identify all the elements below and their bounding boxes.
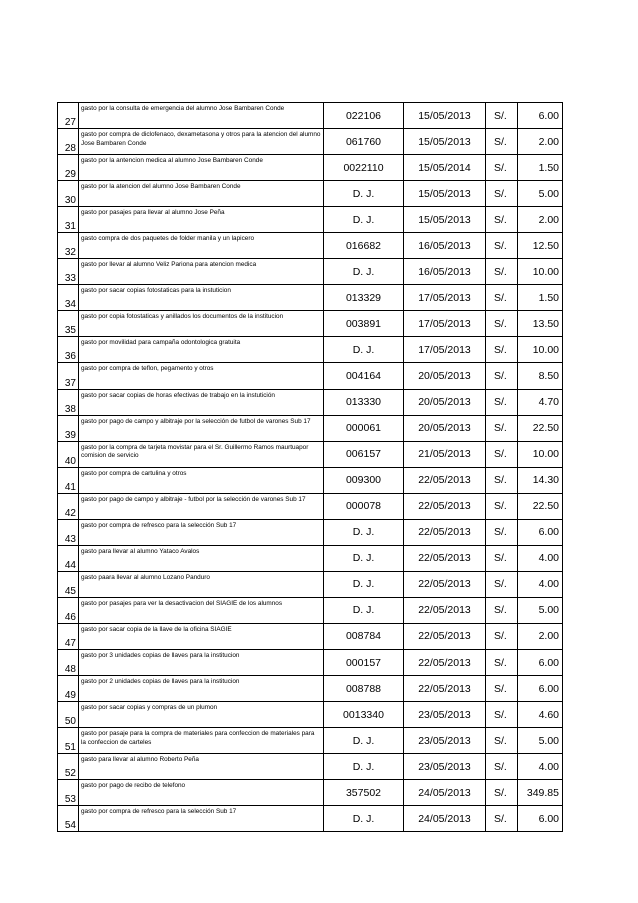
expense-amount: 10.00: [518, 337, 563, 363]
currency-symbol: S/.: [486, 571, 518, 597]
expense-date: 22/05/2013: [404, 623, 486, 649]
document-number: 013330: [324, 389, 404, 415]
table-row: [58, 415, 563, 441]
row-number: 32: [58, 233, 79, 259]
currency-symbol: S/.: [486, 259, 518, 285]
document-number: 0013340: [324, 702, 404, 728]
table-row: [58, 285, 563, 311]
expense-date: 17/05/2013: [404, 285, 486, 311]
expense-description: gasto por la atencion del alumno Jose Bambaren Conde: [79, 181, 324, 207]
currency-symbol: S/.: [486, 155, 518, 181]
currency-symbol: S/.: [486, 780, 518, 806]
table-row: [58, 493, 563, 519]
document-number: D. J.: [324, 806, 404, 832]
expense-date: 22/05/2013: [404, 676, 486, 702]
expense-date: 22/05/2013: [404, 519, 486, 545]
expense-description: gasto por compra de refresco para la selección Sub 17: [79, 806, 324, 832]
expense-sheet: [57, 102, 562, 832]
row-number: 37: [58, 363, 79, 389]
table-row: [58, 467, 563, 493]
table-row: [58, 207, 563, 233]
row-number: 33: [58, 259, 79, 285]
expense-date: 15/05/2014: [404, 155, 486, 181]
currency-symbol: S/.: [486, 467, 518, 493]
expense-description: gasto por la antencion medica al alumno Jose Bambaren Conde: [79, 155, 324, 181]
expense-description: gasto por compra de cartulina y otros: [79, 467, 324, 493]
row-number: 51: [58, 728, 79, 754]
expense-description: gasto por la consulta de emergencia del alumno Jose Bambaren Conde: [79, 103, 324, 129]
currency-symbol: S/.: [486, 493, 518, 519]
expense-description: gasto por llevar al alumno Veliz Pariona para atencion medica: [79, 259, 324, 285]
expense-amount: 2.00: [518, 207, 563, 233]
row-number: 52: [58, 754, 79, 780]
expense-description: gasto por la compra de tarjeta movistar para el Sr. Guillermo Ramos maurtuapor comision de servicio: [79, 441, 324, 467]
table-row: [58, 623, 563, 649]
expense-description: gasto por sacar copias de horas efectivas de trabajo en la instutición: [79, 389, 324, 415]
expense-description: gasto por sacar copia de la llave de la oficina SIAGIE: [79, 623, 324, 649]
row-number: 30: [58, 181, 79, 207]
expense-description: gasto por movilidad para campaña odontologica gratuita: [79, 337, 324, 363]
expense-amount: 6.00: [518, 519, 563, 545]
row-number: 39: [58, 415, 79, 441]
row-number: 53: [58, 780, 79, 806]
table-row: [58, 649, 563, 675]
expense-amount: 6.00: [518, 103, 563, 129]
currency-symbol: S/.: [486, 337, 518, 363]
row-number: 50: [58, 702, 79, 728]
document-number: 0022110: [324, 155, 404, 181]
expense-description: gasto paara llevar al alumno Lozano Panduro: [79, 571, 324, 597]
expense-amount: 14.30: [518, 467, 563, 493]
expense-amount: 22.50: [518, 493, 563, 519]
document-number: 004164: [324, 363, 404, 389]
expense-amount: 4.00: [518, 754, 563, 780]
expense-amount: 6.00: [518, 806, 563, 832]
row-number: 45: [58, 571, 79, 597]
expense-date: 24/05/2013: [404, 780, 486, 806]
document-number: 000157: [324, 649, 404, 675]
document-number: 357502: [324, 780, 404, 806]
currency-symbol: S/.: [486, 676, 518, 702]
currency-symbol: S/.: [486, 728, 518, 754]
table-row: [58, 754, 563, 780]
expense-date: 22/05/2013: [404, 545, 486, 571]
currency-symbol: S/.: [486, 389, 518, 415]
table-row: [58, 676, 563, 702]
table-row: [58, 311, 563, 337]
expense-description: gasto por 3 unidades copias de llaves para la institucion: [79, 649, 324, 675]
currency-symbol: S/.: [486, 702, 518, 728]
expense-amount: 6.00: [518, 649, 563, 675]
currency-symbol: S/.: [486, 649, 518, 675]
currency-symbol: S/.: [486, 181, 518, 207]
row-number: 46: [58, 597, 79, 623]
expense-amount: 6.00: [518, 676, 563, 702]
row-number: 43: [58, 519, 79, 545]
table-row: [58, 519, 563, 545]
expense-date: 22/05/2013: [404, 571, 486, 597]
expense-amount: 5.00: [518, 181, 563, 207]
currency-symbol: S/.: [486, 597, 518, 623]
row-number: 47: [58, 623, 79, 649]
document-number: D. J.: [324, 728, 404, 754]
expense-amount: 4.60: [518, 702, 563, 728]
expense-date: 15/05/2013: [404, 207, 486, 233]
document-number: D. J.: [324, 597, 404, 623]
document-number: 061760: [324, 129, 404, 155]
expense-amount: 10.00: [518, 259, 563, 285]
expense-date: 23/05/2013: [404, 728, 486, 754]
document-number: 008784: [324, 623, 404, 649]
currency-symbol: S/.: [486, 545, 518, 571]
row-number: 54: [58, 806, 79, 832]
document-number: D. J.: [324, 754, 404, 780]
currency-symbol: S/.: [486, 103, 518, 129]
expense-amount: 5.00: [518, 728, 563, 754]
row-number: 27: [58, 103, 79, 129]
expense-description: gasto compra de dos paquetes de folder manila y un lapicero: [79, 233, 324, 259]
row-number: 34: [58, 285, 79, 311]
table-row: [58, 363, 563, 389]
row-number: 31: [58, 207, 79, 233]
table-row: [58, 129, 563, 155]
currency-symbol: S/.: [486, 129, 518, 155]
expense-description: gasto por pago de recibo de telefono: [79, 780, 324, 806]
expense-date: 22/05/2013: [404, 493, 486, 519]
currency-symbol: S/.: [486, 519, 518, 545]
expense-description: gasto por sacar copias fotostaticas para la instuticion: [79, 285, 324, 311]
document-number: D. J.: [324, 545, 404, 571]
table-row: [58, 441, 563, 467]
row-number: 38: [58, 389, 79, 415]
expense-description: gasto por compra de diclofenaco, dexametasona y otros para la atencion del alumno Jose Bambaren Conde: [79, 129, 324, 155]
expense-date: 21/05/2013: [404, 441, 486, 467]
expense-date: 22/05/2013: [404, 597, 486, 623]
document-number: D. J.: [324, 181, 404, 207]
expense-date: 20/05/2013: [404, 415, 486, 441]
expense-amount: 2.00: [518, 623, 563, 649]
table-row: [58, 728, 563, 754]
currency-symbol: S/.: [486, 441, 518, 467]
expense-date: 16/05/2013: [404, 233, 486, 259]
expense-description: gasto por pasajes para llevar al alumno Jose Peña: [79, 207, 324, 233]
expense-date: 20/05/2013: [404, 363, 486, 389]
table-row: [58, 597, 563, 623]
row-number: 29: [58, 155, 79, 181]
expense-description: gasto por pago de campo y albitraje por la selección de futbol de varones Sub 17: [79, 415, 324, 441]
table-row: [58, 337, 563, 363]
document-number: 000078: [324, 493, 404, 519]
expense-date: 15/05/2013: [404, 129, 486, 155]
expense-date: 15/05/2013: [404, 103, 486, 129]
expense-date: 20/05/2013: [404, 389, 486, 415]
expense-amount: 13.50: [518, 311, 563, 337]
currency-symbol: S/.: [486, 363, 518, 389]
row-number: 35: [58, 311, 79, 337]
row-number: 28: [58, 129, 79, 155]
row-number: 42: [58, 493, 79, 519]
currency-symbol: S/.: [486, 207, 518, 233]
expense-description: gasto para llevar al alumno Yataco Avalos: [79, 545, 324, 571]
expense-date: 23/05/2013: [404, 702, 486, 728]
expense-description: gasto por pago de campo y albitraje - futbol por la selección de varones Sub 17: [79, 493, 324, 519]
table-row: [58, 389, 563, 415]
expense-description: gasto por 2 unidades copias de llaves para la institucion: [79, 676, 324, 702]
document-number: 013329: [324, 285, 404, 311]
document-number: 006157: [324, 441, 404, 467]
row-number: 44: [58, 545, 79, 571]
table-row: [58, 181, 563, 207]
table-row: [58, 702, 563, 728]
currency-symbol: S/.: [486, 754, 518, 780]
expense-date: 15/05/2013: [404, 181, 486, 207]
expense-amount: 1.50: [518, 285, 563, 311]
expense-date: 23/05/2013: [404, 754, 486, 780]
document-number: 022106: [324, 103, 404, 129]
currency-symbol: S/.: [486, 285, 518, 311]
table-row: [58, 155, 563, 181]
expense-table-body: [58, 103, 563, 832]
document-number: 003891: [324, 311, 404, 337]
row-number: 40: [58, 441, 79, 467]
document-number: D. J.: [324, 519, 404, 545]
document-number: 008788: [324, 676, 404, 702]
expense-amount: 22.50: [518, 415, 563, 441]
currency-symbol: S/.: [486, 415, 518, 441]
document-number: 000061: [324, 415, 404, 441]
table-row: [58, 233, 563, 259]
expense-amount: 4.70: [518, 389, 563, 415]
table-row: [58, 103, 563, 129]
expense-amount: 2.00: [518, 129, 563, 155]
document-number: D. J.: [324, 207, 404, 233]
expense-date: 22/05/2013: [404, 649, 486, 675]
expense-description: gasto por copia fotostaticas y anillados los documentos de la institucion: [79, 311, 324, 337]
expense-table: [57, 102, 563, 832]
expense-amount: 349.85: [518, 780, 563, 806]
expense-date: 24/05/2013: [404, 806, 486, 832]
table-row: [58, 545, 563, 571]
expense-amount: 5.00: [518, 597, 563, 623]
expense-description: gasto por compra de teflon, pegamento y otros: [79, 363, 324, 389]
table-row: [58, 780, 563, 806]
expense-amount: 4.00: [518, 571, 563, 597]
expense-amount: 12.50: [518, 233, 563, 259]
currency-symbol: S/.: [486, 311, 518, 337]
currency-symbol: S/.: [486, 623, 518, 649]
table-row: [58, 571, 563, 597]
row-number: 49: [58, 676, 79, 702]
currency-symbol: S/.: [486, 806, 518, 832]
table-row: [58, 806, 563, 832]
document-number: D. J.: [324, 571, 404, 597]
expense-description: gasto por pasajes para ver la desactivacion del SIAGIE de los alumnos: [79, 597, 324, 623]
expense-description: gasto por compra de refresco para la selección Sub 17: [79, 519, 324, 545]
expense-description: gasto por sacar copias y compras de un plumon: [79, 702, 324, 728]
document-number: D. J.: [324, 259, 404, 285]
expense-description: gasto por pasaje para la compra de materiales para confeccion de materiales para la confeccion de carteles: [79, 728, 324, 754]
expense-description: gasto para llevar al alumno Roberto Peña: [79, 754, 324, 780]
expense-date: 16/05/2013: [404, 259, 486, 285]
expense-date: 22/05/2013: [404, 467, 486, 493]
row-number: 48: [58, 649, 79, 675]
expense-date: 17/05/2013: [404, 311, 486, 337]
document-number: D. J.: [324, 337, 404, 363]
expense-date: 17/05/2013: [404, 337, 486, 363]
document-number: 009300: [324, 467, 404, 493]
row-number: 36: [58, 337, 79, 363]
document-number: 016682: [324, 233, 404, 259]
expense-amount: 10.00: [518, 441, 563, 467]
currency-symbol: S/.: [486, 233, 518, 259]
row-number: 41: [58, 467, 79, 493]
expense-amount: 1.50: [518, 155, 563, 181]
expense-amount: 8.50: [518, 363, 563, 389]
expense-amount: 4.00: [518, 545, 563, 571]
table-row: [58, 259, 563, 285]
